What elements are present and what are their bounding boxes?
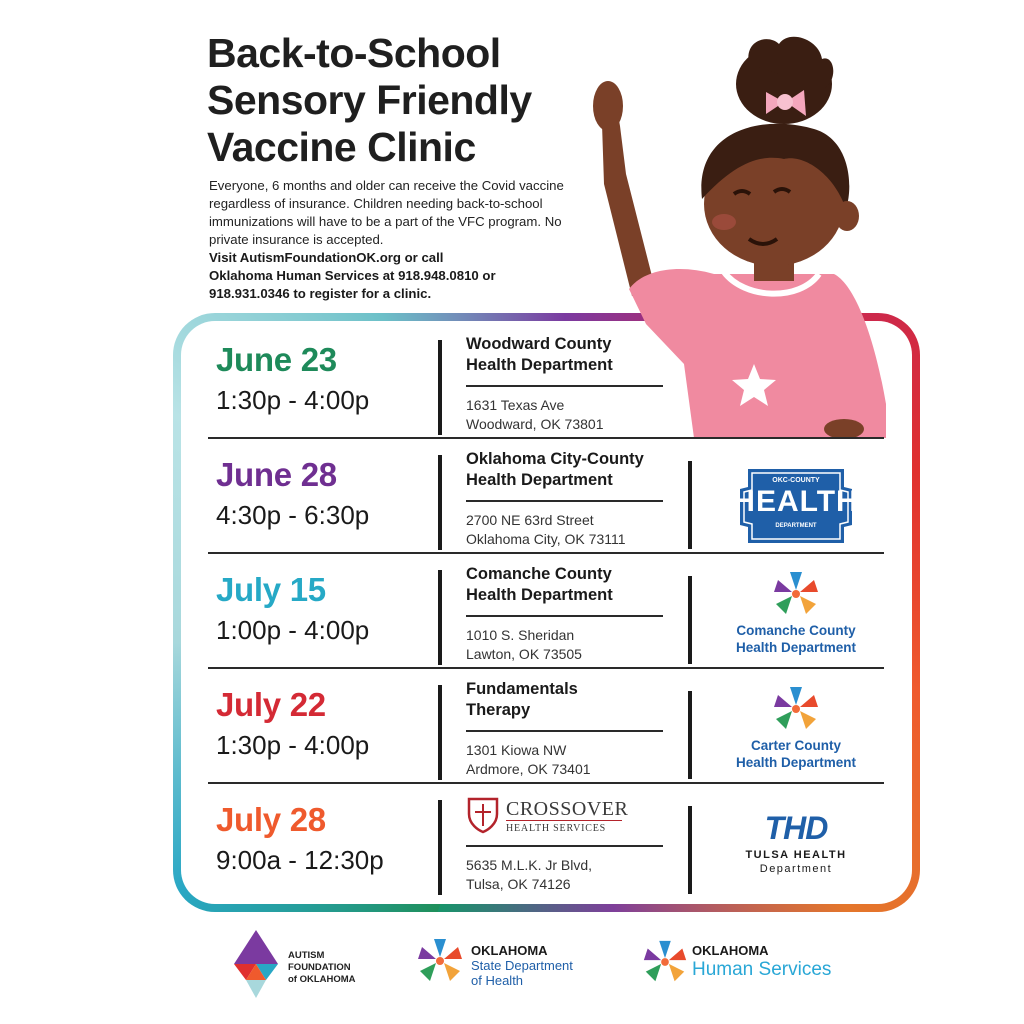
venue-address bbox=[466, 856, 592, 894]
title-line: Back-to-School bbox=[207, 30, 501, 76]
clinic-time: 4:30p - 6:30p bbox=[216, 500, 370, 530]
venue-address bbox=[466, 626, 582, 664]
crossover-sub: HEALTH SERVICES bbox=[506, 823, 607, 834]
tulsa-logo-text bbox=[708, 848, 884, 876]
address-line: Lawton, OK 73505 bbox=[466, 646, 582, 662]
star-burst-icon bbox=[640, 937, 690, 987]
star-burst-icon bbox=[708, 677, 884, 737]
page-title bbox=[207, 30, 607, 171]
clinic-row bbox=[208, 792, 884, 907]
venue-line: Comanche County bbox=[466, 565, 612, 583]
logo-line: Comanche County bbox=[736, 623, 856, 638]
address-line: Oklahoma City, OK 73111 bbox=[466, 531, 626, 547]
address-line: 5635 M.L.K. Jr Blvd, bbox=[466, 857, 593, 873]
okc-logo-bottom: DEPARTMENT bbox=[775, 523, 817, 529]
address-line: 1010 S. Sheridan bbox=[466, 627, 575, 643]
logo-line: OKLAHOMA bbox=[471, 943, 548, 958]
clinic-date: June 28 bbox=[216, 456, 337, 493]
okc-logo-top: OKC-COUNTY bbox=[772, 477, 820, 484]
venue-line: Health Department bbox=[466, 586, 613, 604]
cta-line: Oklahoma Human Services at 918.948.0810 or bbox=[209, 268, 496, 283]
carter-logo-text bbox=[708, 737, 884, 771]
ohs-logo-text bbox=[692, 943, 831, 981]
logo-line: OKLAHOMA bbox=[692, 943, 769, 958]
address-line: 2700 NE 63rd Street bbox=[466, 512, 594, 528]
cta-line: Visit AutismFoundationOK.org or call bbox=[209, 250, 444, 265]
cta-line: 918.931.0346 to register for a clinic. bbox=[209, 286, 432, 301]
intro-text: Everyone, 6 months and older can receive the Covid vaccine regardless of insurance. Children needing back-to-school immunizations will have to be a part of the VFC program. No private insurance is accepted. bbox=[209, 178, 564, 247]
clinic-time: 1:30p - 4:00p bbox=[216, 385, 370, 415]
autism-logo-text bbox=[288, 950, 356, 986]
logo-line: of Health bbox=[471, 973, 524, 988]
venue-address bbox=[466, 741, 591, 779]
venue-line: Therapy bbox=[466, 701, 531, 719]
venue-divider bbox=[466, 730, 663, 732]
venue-divider bbox=[466, 845, 663, 847]
okc-health-logo bbox=[708, 447, 884, 562]
venue-line: Oklahoma City-County bbox=[466, 450, 644, 468]
logo-line: State Department bbox=[471, 958, 573, 973]
logo-line: of OKLAHOMA bbox=[288, 974, 356, 985]
column-divider bbox=[688, 806, 692, 894]
comanche-health-logo bbox=[708, 562, 884, 677]
venue-divider bbox=[466, 385, 663, 387]
venue-line: Woodward County bbox=[466, 335, 612, 353]
logo-line: AUTISM bbox=[288, 950, 325, 961]
column-divider bbox=[438, 685, 442, 780]
venue-line: Health Department bbox=[466, 356, 613, 374]
registration-info bbox=[209, 249, 569, 303]
column-divider bbox=[438, 570, 442, 665]
crossover-shield-icon bbox=[466, 796, 500, 834]
venue-line: Health Department bbox=[466, 471, 613, 489]
column-divider bbox=[688, 461, 692, 549]
clinic-date: July 28 bbox=[216, 801, 326, 838]
logo-line: FOUNDATION bbox=[288, 962, 351, 973]
column-divider bbox=[688, 576, 692, 664]
address-line: Ardmore, OK 73401 bbox=[466, 761, 591, 777]
address-line: Tulsa, OK 74126 bbox=[466, 876, 571, 892]
okc-logo-main: HEALTH bbox=[733, 485, 859, 518]
venue-address bbox=[466, 396, 604, 434]
venue-divider bbox=[466, 615, 663, 617]
logo-line: Health Department bbox=[735, 755, 857, 770]
clinic-time: 1:30p - 4:00p bbox=[216, 730, 370, 760]
clinic-date: June 23 bbox=[216, 341, 337, 378]
ohs-logo bbox=[640, 937, 870, 987]
address-line: Woodward, OK 73801 bbox=[466, 416, 604, 432]
logo-line: TULSA HEALTH bbox=[745, 849, 847, 861]
star-burst-icon bbox=[708, 562, 884, 622]
venue-name bbox=[466, 679, 666, 721]
address-line: 1631 Texas Ave bbox=[466, 397, 565, 413]
title-line: Vaccine Clinic bbox=[207, 124, 476, 170]
column-divider bbox=[688, 691, 692, 779]
star-burst-icon bbox=[414, 935, 466, 987]
venue-name bbox=[466, 334, 666, 376]
crossover-name: CROSSOVER bbox=[506, 798, 629, 820]
logo-line: Carter County bbox=[750, 738, 841, 753]
crossover-logo bbox=[466, 796, 666, 836]
carter-health-logo bbox=[708, 677, 884, 792]
thd-mark: THD bbox=[764, 810, 828, 846]
clinic-row bbox=[208, 447, 884, 562]
osdh-logo-text bbox=[471, 943, 573, 988]
column-divider bbox=[438, 340, 442, 435]
clinic-row bbox=[208, 332, 884, 447]
column-divider bbox=[438, 455, 442, 550]
autism-foundation-logo bbox=[226, 928, 376, 1000]
title-line: Sensory Friendly bbox=[207, 77, 532, 123]
crossover-rule bbox=[506, 820, 622, 821]
venue-name bbox=[466, 564, 666, 606]
logo-line: Human Services bbox=[692, 959, 832, 980]
logo-line: Health Department bbox=[735, 640, 857, 655]
column-divider bbox=[438, 800, 442, 895]
tulsa-health-logo bbox=[708, 792, 884, 907]
venue-name bbox=[466, 449, 666, 491]
triangle-logo-icon bbox=[226, 928, 286, 1000]
clinic-row bbox=[208, 677, 884, 792]
venue-line: Fundamentals bbox=[466, 680, 578, 698]
clinic-date: July 22 bbox=[216, 686, 326, 723]
clinic-date: July 15 bbox=[216, 571, 326, 608]
clinic-row bbox=[208, 562, 884, 677]
comanche-logo-text bbox=[708, 622, 884, 656]
venue-divider bbox=[466, 500, 663, 502]
logo-line: Department bbox=[759, 863, 833, 875]
clinic-time: 1:00p - 4:00p bbox=[216, 615, 370, 645]
osdh-logo bbox=[414, 935, 614, 991]
clinic-time: 9:00a - 12:30p bbox=[216, 845, 384, 875]
address-line: 1301 Kiowa NW bbox=[466, 742, 567, 758]
venue-address bbox=[466, 511, 626, 549]
